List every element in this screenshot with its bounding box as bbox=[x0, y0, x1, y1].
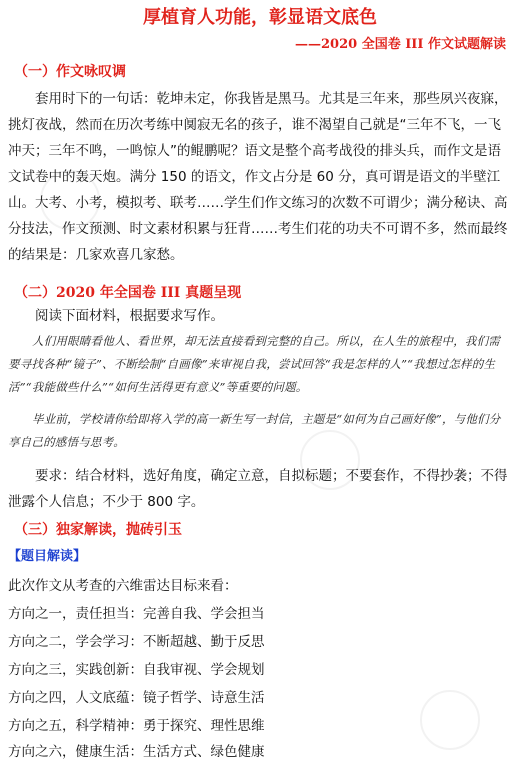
section-heading-2: （二）2020 年全国卷 III 真题呈现 bbox=[14, 285, 242, 301]
list-item: 方向之一，责任担当：完善自我、学会担当 bbox=[8, 606, 265, 622]
page-title: 厚植育人功能，彰显语文底色 bbox=[143, 7, 377, 28]
exam-requirement: 要求：结合材料，选好角度，确定立意，自拟标题；不要套作，不得抄袭；不得泄露个人信息；不少于 800 字。 bbox=[8, 468, 508, 510]
list-item: 方向之三，实践创新：自我审视、学会规划 bbox=[8, 662, 265, 678]
list-item: 方向之六，健康生活：生活方式、绿色健康 bbox=[8, 744, 265, 760]
page-subtitle: ——2020 全国卷 III 作文试题解读 bbox=[294, 37, 506, 52]
list-item: 方向之二，学会学习：不断超越、勤于反思 bbox=[8, 634, 265, 650]
paragraph-intro-2: 大考、小考，模拟考、联考……学生们作文练习的次数不可谓少；满分秘诀、高分技法，作文预测、时文素材积累与狂背……考生们花的功夫不可谓不多，然而最终的结果是：几家欢喜几家愁。 bbox=[8, 195, 508, 263]
section-heading-1: （一）作文咏叹调 bbox=[14, 64, 126, 80]
list-item: 方向之五，科学精神：勇于探究、理性思维 bbox=[8, 718, 265, 734]
list-item: 方向之四，人文底蕴：镜子哲学、诗意生活 bbox=[8, 690, 265, 706]
paragraph-intro-1: 套用时下的一句话：乾坤未定，你我皆是黑马。尤其是三年来，那些夙兴夜寐，挑灯夜战，然而在历次考练中阒寂无名的孩子，谁不渴望自己就是“三年不飞，一飞冲天；三年不鸣，一鸣惊人”的鲲鹏呢？语文是整个高考战役的排头兵，而作文是语文试卷中的轰天炮。满分 150 的语文，作文占分是 60 分，真可谓是语文的半壁江山。 bbox=[8, 91, 508, 211]
analysis-intro: 此次作文从考查的六维雷达目标来看： bbox=[8, 578, 238, 594]
exam-material-2: 毕业前，学校请你给即将入学的高一新生写一封信，主题是“如何为自己画好像”，与他们分享自己的感悟与思考。 bbox=[8, 412, 501, 449]
exam-material-1: 人们用眼睛看他人、看世界，却无法直接看到完整的自己。所以，在人生的旅程中，我们需要寻找各种“镜子”、不断绘制“自画像”来审视自我，尝试回答“我是怎样的人”“我想过怎样的生活”“我能做些什么”“如何生活得更有意义”等重要的问题。 bbox=[8, 334, 500, 394]
section-heading-3: （三）独家解读，抛砖引玉 bbox=[14, 522, 182, 538]
analysis-tag: 【题目解读】 bbox=[8, 549, 87, 564]
exam-instruction: 阅读下面材料，根据要求写作。 bbox=[35, 308, 224, 324]
